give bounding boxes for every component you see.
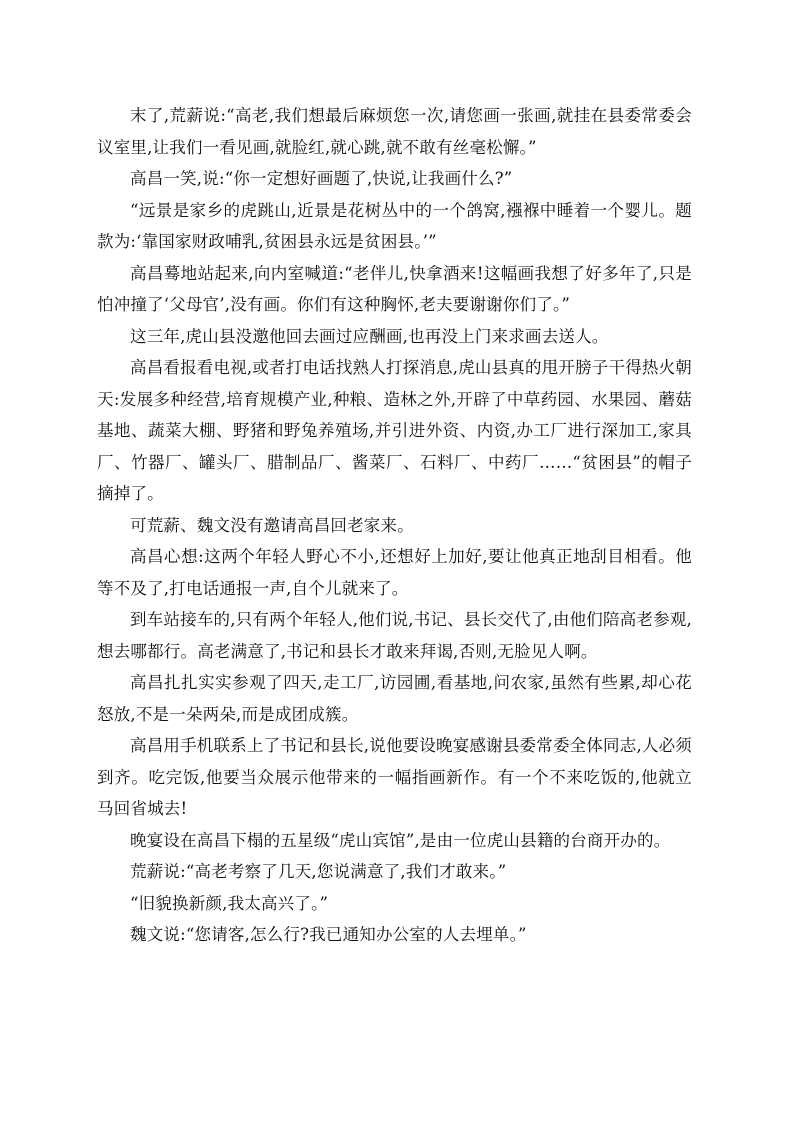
paragraph-1: 末了,荒薪说:“高老,我们想最后麻烦您一次,请您画一张画,就挂在县委常委会议室里,让我们一看见画,就脸红,就心跳,就不敢有丝毫松懈。” — [97, 106, 692, 157]
paragraph-10: 高昌扎扎实实参观了四天,走工厂,访园圃,看基地,问农家,虽然有些累,却心花怒放,不是一朵两朵,而是成团成簇。 — [97, 673, 692, 724]
paragraph-14: “旧貌换新颜,我太高兴了。” — [130, 893, 329, 913]
paragraph-5: 这三年,虎山县没邀他回去画过应酬画,也再没上门来求画去送人。 — [130, 326, 609, 346]
paragraph-8: 高昌心想:这两个年轻人野心不小,还想好上加好,要让他真正地刮目相看。他等不及了,打电话通报一声,自个儿就来了。 — [97, 547, 692, 598]
paragraph-12: 晚宴设在高昌下榻的五星级“虎山宾馆”,是由一位虎山县籍的台商开办的。 — [130, 830, 671, 850]
paragraph-4: 高昌蓦地站起来,向内室喊道:“老伴儿,快拿酒来!这幅画我想了好多年了,只是怕冲撞了‘父母官’,没有画。你们有这种胸怀,老夫要谢谢你们了。” — [97, 263, 692, 314]
paragraph-11: 高昌用手机联系上了书记和县长,说他要设晚宴感谢县委常委全体同志,人必须到齐。吃完饭,他要当众展示他带来的一幅指画新作。有一个不来吃饭的,他就立马回省城去! — [97, 736, 692, 818]
paragraph-7: 可荒薪、魏文没有邀请高昌回老家来。 — [130, 515, 414, 535]
paragraph-3: “远景是家乡的虎跳山,近景是花树丛中的一个鸽窝,襁褓中睡着一个婴儿。题款为:‘靠国家财政哺乳,贫困县永远是贫困县。’” — [97, 200, 692, 251]
paragraph-9: 到车站接车的,只有两个年轻人,他们说,书记、县长交代了,由他们陪高老参观,想去哪都行。高老满意了,书记和县长才敢来拜谒,否则,无脸见人啊。 — [97, 610, 692, 661]
paragraph-6: 高昌看报看电视,或者打电话找熟人打探消息,虎山县真的甩开膀子干得热火朝天:发展多种经营,培育规模产业,种粮、造林之外,开辟了中草药园、水果园、蘑菇基地、蔬菜大棚、野猪和野兔养殖场,并引进外资、内资,办工厂进行深加工,家具厂、竹器厂、罐头厂、腊制品厂、酱菜厂、石料厂、中药厂……“贫困县”的帽子摘掉了。 — [97, 358, 692, 503]
paragraph-13: 荒薪说:“高老考察了几天,您说满意了,我们才敢来。” — [130, 862, 507, 881]
paragraph-2: 高昌一笑,说:“你一定想好画题了,快说,让我画什么?” — [130, 169, 513, 188]
paragraph-15: 魏文说:“您请客,怎么行?我已通知办公室的人去埋单。” — [130, 925, 527, 944]
story-body — [97, 100, 692, 951]
